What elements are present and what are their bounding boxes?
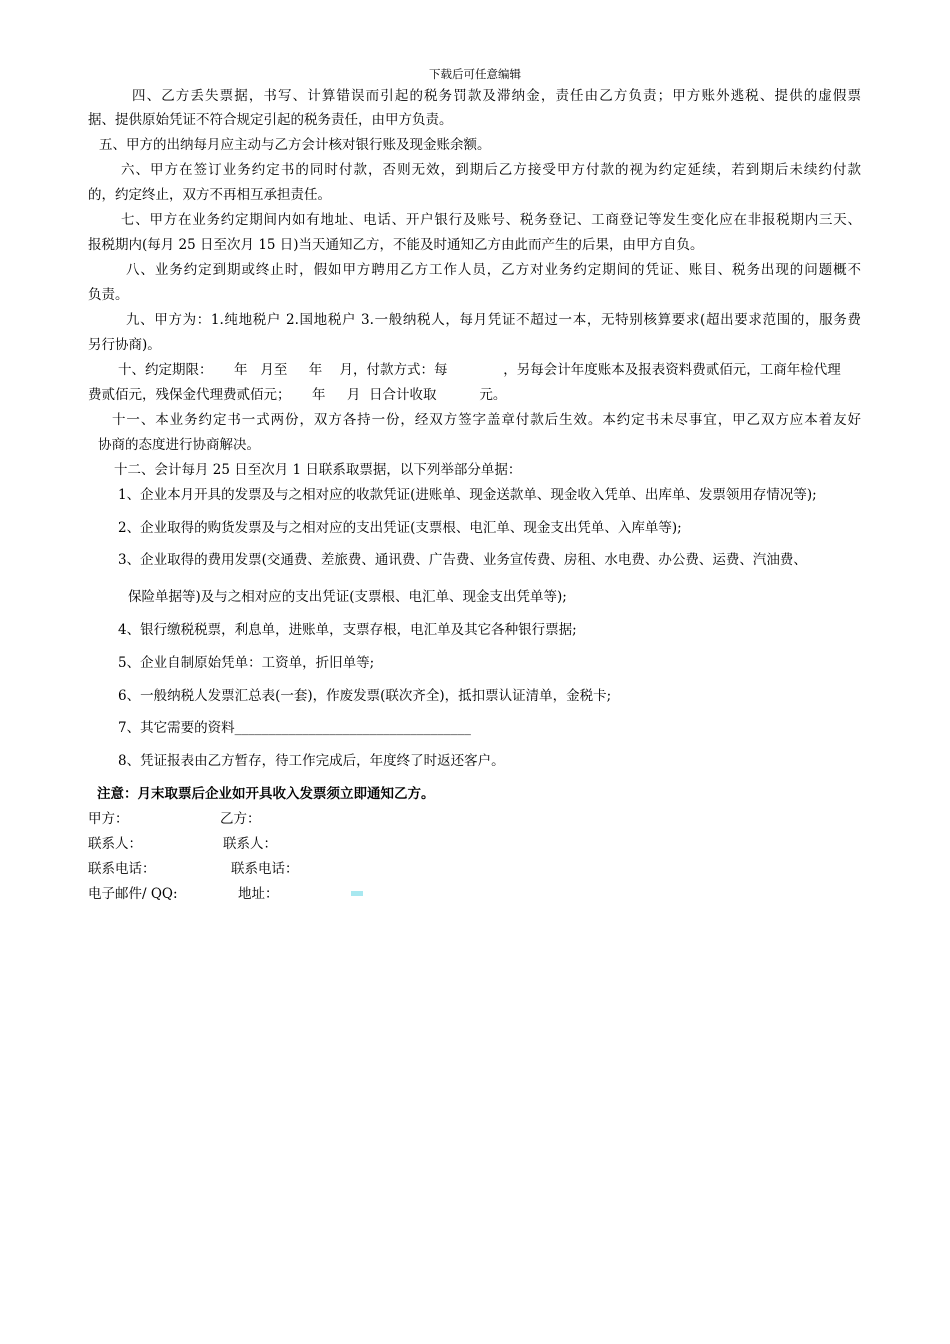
clause-7-line-1: 七、甲方在业务约定期间内如有地址、电话、开户银行及账号、税务登记、工商登记等发生变化应在非报税期内三天、 [121, 212, 861, 228]
list-item-3-line-1: 3、企业取得的费用发票(交通费、差旅费、通讯费、广告费、业务宣传费、房租、水电费、办公费、运费、汽油费、 [118, 552, 807, 568]
clause-12-line-1: 十二、会计每月 25 日至次月 1 日联系取票据，以下列举部分单据： [114, 462, 522, 478]
contact-a-label: 联系人： [88, 836, 142, 852]
clause-8-line-2: 负责。 [88, 287, 129, 303]
clause-8-line-1: 八、业务约定到期或终止时，假如甲方聘用乙方工作人员，乙方对业务约定期间的凭证、账目、税务出现的问题概不 [126, 262, 861, 278]
phone-b-label: 联系电话： [231, 861, 299, 877]
clause-10-line-2: 费贰佰元，残保金代理费贰佰元； 年 月 日合计收取 元。 [88, 387, 507, 403]
clause-6-line-2: 的，约定终止，双方不再相互承担责任。 [88, 187, 331, 203]
notice-text: 注意：月末取票后企业如开具收入发票须立即通知乙方。 [97, 786, 435, 802]
clause-6-line-1: 六、甲方在签订业务约定书的同时付款，否则无效，到期后乙方接受甲方付款的视为约定延续，若到期后未续约付款 [121, 162, 861, 178]
list-item-6: 6、一般纳税人发票汇总表(一套)，作废发票(联次齐全)，抵扣票认证清单，金税卡; [118, 688, 612, 704]
clause-5-line-1: 五、甲方的出纳每月应主动与乙方会计核对银行账及现金账余额。 [99, 137, 491, 153]
list-item-2: 2、企业取得的购货发票及与之相对应的支出凭证(支票根、电汇单、现金支出凭单、入库单等); [118, 520, 682, 536]
clause-9-line-1: 九、甲方为：1.纯地税户 2.国地税户 3.一般纳税人，每月凭证不超过一本，无特别核算要求(超出要求范围的，服务费 [126, 312, 861, 328]
list-item-1: 1、企业本月开具的发票及与之相对应的收款凭证(进账单、现金送款单、现金收入凭单、出库单、发票领用存情况等); [118, 487, 817, 503]
clause-7-line-2: 报税期内(每月 25 日至次月 15 日)当天通知乙方，不能及时通知乙方由此而产生的后果，由甲方自负。 [88, 237, 704, 253]
list-item-5: 5、企业自制原始凭单：工资单，折旧单等; [118, 655, 375, 671]
header-note: 下载后可任意编辑 [429, 67, 521, 81]
clause-4-line-1: 四、乙方丢失票据，书写、计算错误而引起的税务罚款及滞纳金，责任由乙方负责；甲方账外逃税、提供的虚假票 [132, 88, 861, 104]
list-item-7: 7、其它需要的资料___________________________________ [118, 720, 471, 736]
list-item-4: 4、银行缴税税票，利息单，进账单，支票存根，电汇单及其它各种银行票据; [118, 622, 577, 638]
clause-9-line-2: 另行协商)。 [88, 337, 161, 353]
address-b-label: 地址： [238, 886, 279, 902]
clause-10-line-1: 十、约定期限： 年 月至 年 月，付款方式：每 ，另每会计年度账本及报表资料费贰佰元，工商年检代理 [118, 362, 841, 378]
email-a-label: 电子邮件/ QQ: [88, 886, 178, 902]
highlight-mark [351, 891, 363, 896]
contact-b-label: 联系人： [223, 836, 277, 852]
phone-a-label: 联系电话： [88, 861, 156, 877]
list-item-3-line-2: 保险单据等)及与之相对应的支出凭证(支票根、电汇单、现金支出凭单等); [128, 589, 567, 605]
party-b-label: 乙方： [220, 811, 261, 827]
party-a-label: 甲方： [88, 811, 129, 827]
clause-11-line-1: 十一、本业务约定书一式两份，双方各持一份，经双方签字盖章付款后生效。本约定书未尽事宜，甲乙双方应本着友好 [112, 412, 861, 428]
clause-4-line-2: 据、提供原始凭证不符合规定引起的税务责任，由甲方负责。 [88, 112, 453, 128]
clause-11-line-2: 协商的态度进行协商解决。 [98, 437, 260, 453]
list-item-8: 8、凭证报表由乙方暂存，待工作完成后，年度终了时返还客户。 [118, 753, 505, 769]
